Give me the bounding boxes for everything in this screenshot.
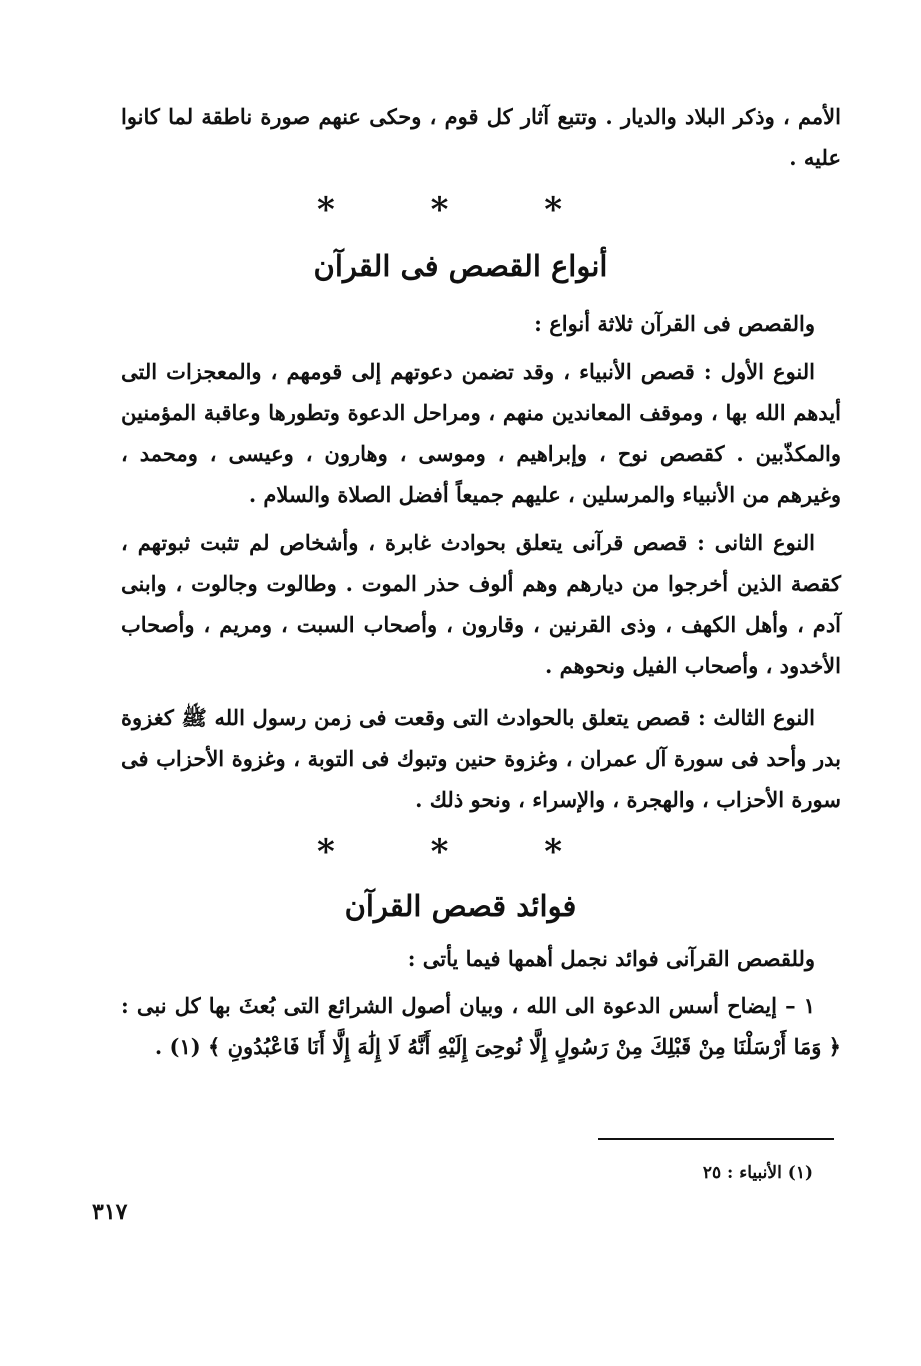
section-heading-benefits: فوائد قصص القرآن	[344, 889, 577, 923]
footnote: (١) الأنبياء : ٢٥	[702, 1163, 813, 1183]
section-lead-benefits: وللقصص القرآنى فوائد نجمل أهمها فيما يأتى :	[407, 946, 815, 971]
paragraph-type-1: النوع الأول : قصص الأنبياء ، وقد تضمن دعوتهم إلى قومهم ، والمعجزات التى أيدهم الله بها ، وموقف المعاندين منهم ، ومراحل الدعوة وتطورها وعاقبة المؤمنين والمكذّبين . كقصص نوح ، وإبراهيم ، وموسى ، وهارون ، وعيسى ، ومحمد ، وغيرهم من الأنبياء والمرسلين ، عليهم جميعاً أفضل الصلاة والسلام .	[121, 359, 841, 507]
separator-stars: * * *	[316, 190, 604, 230]
footnote-divider	[598, 1138, 834, 1140]
separator-stars-2: * * *	[316, 832, 604, 872]
paragraph-type-2: النوع الثانى : قصص قرآنى يتعلق بحوادث غابرة ، وأشخاص لم تثبت ثبوتهم ، كقصة الذين أخرجوا من ديارهم وهم ألوف حذر الموت . وطالوت وجالوت ، وابنى آدم ، وأهل الكهف ، وذى القرنين ، وقارون ، وأصحاب السبت ، ومريم ، وأصحاب الأخدود ، وأصحاب الفيل ونحوهم .	[121, 530, 841, 678]
paragraph-type-3: النوع الثالث : قصص يتعلق بالحوادث التى وقعت فى زمن رسول الله ﷺ كغزوة بدر وأحد فى سورة آل عمران ، وغزوة حنين وتبوك فى التوبة ، وغزوة الأحزاب فى سورة الأحزاب ، والهجرة ، والإسراء ، ونحو ذلك .	[121, 705, 841, 812]
intro-paragraph: الأمم ، وذكر البلاد والديار . وتتبع آثار كل قوم ، وحكى عنهم صورة ناطقة لما كانوا عليه .	[121, 104, 841, 170]
benefit-item-1: ١ – إيضاح أسس الدعوة الى الله ، وبيان أصول الشرائع التى بُعثَ بها كل نبى : ﴿ وَمَا أَرْسَلْنَا مِنْ قَبْلِكَ مِنْ رَسُولٍ إِلَّا نُوحِىَ إِلَيْهِ أَنَّهُ لَا إِلَٰهَ إِلَّا أَنَا فَاعْبُدُونِ ﴾ (١) .	[121, 993, 841, 1059]
section-heading-types: أنواع القصص فى القرآن	[313, 249, 608, 283]
page-number: ٣١٧	[92, 1199, 128, 1225]
section-lead-types: والقصص فى القرآن ثلاثة أنواع :	[534, 311, 815, 336]
